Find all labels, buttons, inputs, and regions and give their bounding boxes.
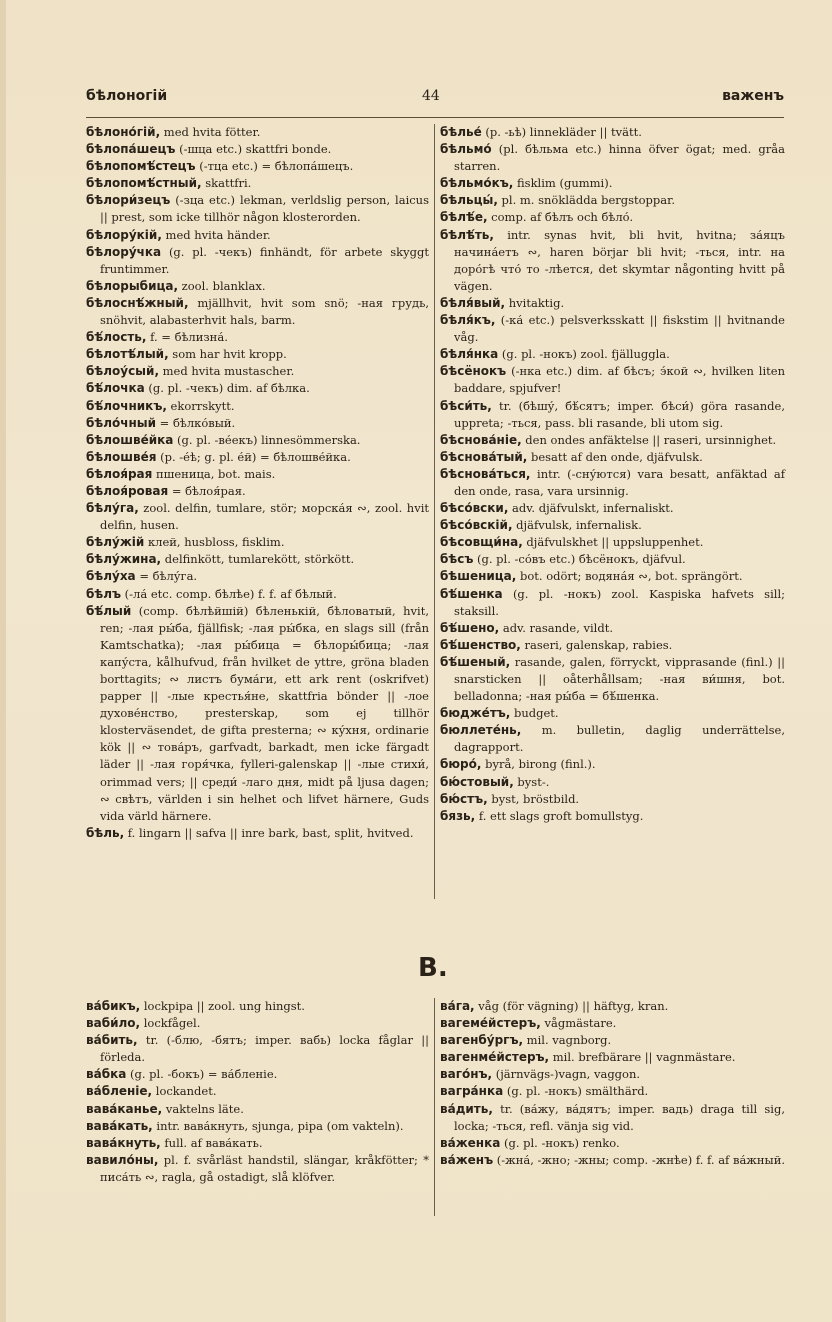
entry-definition: lockandet.: [152, 1084, 217, 1099]
dictionary-entry: [440, 568, 785, 585]
column-divider: [434, 124, 435, 899]
entry-definition: pl. m. snöklädda bergstoppar.: [497, 193, 676, 208]
page-edge: [0, 0, 6, 1322]
entry-definition: (g. pl. -чекъ) finhändt, för arbete skyggt fruntimmer.: [100, 244, 429, 276]
header-rule: [86, 117, 784, 118]
entry-headword: бязь,: [440, 808, 476, 823]
dictionary-entry: [86, 1066, 429, 1083]
dictionary-entry: [440, 808, 785, 825]
entry-definition: tr. (-блю, -бятъ; imper. вабь) locka fåglar || förleda.: [100, 1033, 429, 1065]
entry-headword: бѣля́вый,: [440, 295, 506, 310]
entry-definition: bot. odört; водяна́я ∾, bot. sprängört.: [516, 569, 743, 584]
dictionary-entry: [440, 722, 785, 756]
entry-definition: intr. вава́кнуть, sjunga, pipa (om vakteln).: [152, 1118, 404, 1133]
entry-definition: mil. brefbärare || vagnmästare.: [549, 1050, 736, 1065]
dictionary-entry: [440, 192, 785, 209]
dictionary-entry: [440, 346, 785, 363]
entry-headword: бѣ́лочка: [86, 381, 145, 396]
entry-definition: (g. pl. -нокъ) renko.: [500, 1135, 620, 1150]
entry-definition: rasande, galen, förryckt, vipprasande (finl.) || snarsticken || oåterhållsam; -ная ви́шня, bot. belladonna; -ная ры́ба = бѣ́шенка.: [454, 654, 785, 704]
dictionary-entry: [86, 278, 429, 295]
entry-definition: adv. djäfvulskt, infernaliskt.: [508, 501, 674, 516]
dictionary-entry: [86, 141, 429, 158]
entry-headword: ва́бикъ,: [86, 999, 141, 1013]
dictionary-entry: [440, 449, 785, 466]
entry-headword: вагеме́йстеръ,: [440, 1016, 541, 1031]
entry-headword: бюллете́нь,: [440, 723, 522, 738]
entry-definition: med hvita händer.: [161, 227, 271, 242]
entry-definition: = бѣлоя́рая.: [168, 483, 246, 498]
entry-headword: ва́бка: [86, 1067, 127, 1082]
dictionary-entry: [440, 1101, 785, 1135]
entry-headword: бѣлѣ́ть,: [440, 227, 494, 242]
column-right-bottom: [440, 998, 785, 1169]
entry-headword: бѣлотѣ́лый,: [86, 347, 169, 362]
dictionary-entry: [440, 774, 785, 791]
dictionary-entry: [440, 1083, 785, 1100]
entry-headword: бѣснова́ться,: [440, 466, 531, 481]
entry-definition: (-нка etc.) dim. af бѣсъ; э́кой ∾, hvilken liten baddare, spjufver!: [454, 364, 785, 396]
entry-headword: бѣлъ: [86, 586, 122, 601]
entry-headword: бѣлошве́йка: [86, 432, 174, 447]
entry-headword: вава́кнуть,: [86, 1135, 161, 1150]
entry-definition: (-шца etc.) skattfri bonde.: [175, 142, 332, 157]
entry-definition: djäfvulsk, infernalisk.: [512, 518, 642, 533]
entry-definition: (-тца etc.) = бѣлопа́шецъ.: [195, 159, 354, 174]
entry-definition: m. bulletin, daglig underrättelse, dagrapport.: [454, 723, 785, 755]
entry-definition: byrå, birong (finl.).: [481, 757, 596, 772]
dictionary-entry: [86, 432, 429, 449]
entry-headword: бѣлѣ́е,: [440, 210, 488, 225]
entry-headword: вагенме́йстеръ,: [440, 1050, 550, 1065]
entry-headword: бѣлу́жій: [86, 535, 145, 550]
dictionary-entry: [440, 756, 785, 773]
entry-headword: бѣ́шенка: [440, 586, 503, 601]
column-left-top: [86, 124, 429, 842]
dictionary-entry: [86, 449, 429, 466]
dictionary-entry: [440, 124, 785, 141]
entry-headword: бюро́,: [440, 757, 482, 772]
entry-headword: бю́стъ,: [440, 791, 488, 806]
entry-definition: adv. rasande, vildt.: [499, 620, 613, 635]
dictionary-entry: [86, 466, 429, 483]
entry-headword: ва́га,: [440, 999, 475, 1013]
entry-definition: (g. pl. -нокъ) smälthärd.: [503, 1084, 649, 1099]
header-left-guideword: бѣлоногій: [86, 88, 168, 104]
entry-definition: клей, husbloss, fisklim.: [144, 535, 285, 550]
entry-headword: бѣ́шеный,: [440, 654, 511, 669]
entry-definition: med hvita fötter.: [160, 125, 261, 139]
entry-headword: бѣльцы́,: [440, 193, 498, 208]
column-left-bottom: [86, 998, 429, 1186]
dictionary-entry: [86, 1015, 429, 1032]
dictionary-entry: [440, 363, 785, 397]
dictionary-entry: [440, 175, 785, 192]
dictionary-entry: [86, 363, 429, 380]
entry-definition: djäfvulskhet || uppsluppenhet.: [522, 535, 704, 550]
entry-headword: бѣсёнокъ: [440, 364, 507, 379]
entry-definition: (g. pl. -ве́екъ) linnesömmerska.: [173, 432, 361, 447]
entry-headword: ва́дить,: [440, 1101, 493, 1116]
entry-definition: mjällhvit, hvit som snö; -ная грудь, snöhvit, alabasterhvit hals, barm.: [100, 295, 429, 328]
dictionary-entry: [440, 1049, 785, 1066]
entry-definition: f. ett slags groft bomullstyg.: [475, 808, 644, 823]
entry-headword: бюдже́тъ,: [440, 706, 511, 721]
dictionary-entry: [86, 586, 429, 603]
entry-headword: вагенбу́ргъ,: [440, 1033, 524, 1048]
entry-definition: (-ка́ etc.) pelsverksskatt || fiskstim || hvitnande våg.: [454, 313, 785, 345]
dictionary-entry: [440, 1152, 785, 1169]
entry-definition: (pl. бѣльма etc.) hinna öfver ögat; med. gråa starren.: [454, 142, 785, 174]
dictionary-entry: [86, 192, 429, 226]
dictionary-entry: [440, 295, 785, 312]
entry-headword: бѣснова́тый,: [440, 449, 528, 464]
entry-definition: raseri, galenskap, rabies.: [520, 637, 673, 652]
dictionary-entry: [86, 1118, 429, 1135]
dictionary-entry: [86, 998, 429, 1015]
entry-headword: бѣлошве́я: [86, 449, 157, 464]
dictionary-entry: [440, 398, 785, 432]
dictionary-entry: [440, 141, 785, 175]
entry-definition: (-жна́, -жно; -жны; comp. -жнѣе) f. f. af ва́жный.: [493, 1152, 786, 1167]
entry-headword: бѣль,: [86, 825, 125, 840]
dictionary-entry: [86, 1083, 429, 1100]
dictionary-entry: [86, 534, 429, 551]
entry-headword: бю́стовый,: [440, 774, 514, 789]
entry-headword: бѣлоя́ровая: [86, 483, 169, 498]
dictionary-entry: [440, 586, 785, 620]
dictionary-entry: [86, 346, 429, 363]
header-right-guideword: важенъ: [722, 88, 784, 104]
dictionary-entry: [440, 1135, 785, 1152]
dictionary-entry: [440, 791, 785, 808]
entry-headword: бѣсо́вски,: [440, 501, 509, 516]
entry-definition: = бѣлу́га.: [135, 569, 198, 584]
dictionary-entry: [440, 620, 785, 637]
entry-definition: (g. pl. -нокъ) zool. fjälluggla.: [498, 347, 670, 362]
entry-definition: våg (för vägning) || häftyg, kran.: [474, 999, 669, 1013]
entry-definition: besatt af den onde, djäfvulsk.: [527, 449, 703, 464]
dictionary-entry: [440, 534, 785, 551]
entry-headword: бѣ́шено,: [440, 620, 500, 635]
dictionary-entry: [86, 551, 429, 568]
entry-headword: бѣшеница,: [440, 569, 517, 584]
entry-headword: бѣ́шенство,: [440, 637, 521, 652]
entry-definition: ekorrskytt.: [166, 398, 235, 413]
entry-headword: бѣлоя́рая: [86, 466, 153, 481]
entry-headword: бѣлоснѣ́жный,: [86, 295, 189, 310]
entry-headword: бѣсовщи́на,: [440, 535, 523, 550]
entry-definition: (-зца etc.) lekman, verldslig person, laicus || prest, som icke tillhör någon klosterorden.: [100, 193, 429, 225]
entry-headword: бѣлу́жина,: [86, 552, 162, 567]
entry-definition: delfinkött, tumlarekött, störkött.: [161, 552, 355, 567]
entry-definition: (g. pl. -бокъ) = ва́бленіе.: [126, 1067, 278, 1082]
entry-headword: ва́бить,: [86, 1033, 138, 1048]
entry-headword: бѣлоно́гій,: [86, 125, 161, 139]
entry-headword: бѣ́лочникъ,: [86, 398, 167, 413]
entry-definition: byst-.: [513, 774, 550, 789]
dictionary-entry: [440, 466, 785, 500]
dictionary-entry: [86, 329, 429, 346]
page-number: 44: [422, 88, 440, 104]
entry-definition: med hvita mustascher.: [159, 364, 295, 379]
dictionary-entry: [86, 1032, 429, 1066]
entry-definition: byst, bröstbild.: [487, 791, 580, 806]
entry-headword: вавило́ны,: [86, 1152, 159, 1167]
dictionary-entry: [86, 295, 429, 329]
entry-headword: бѣсо́вскій,: [440, 518, 513, 533]
entry-definition: (g. pl. -со́въ etc.) бѣсёнокъ, djäfvul.: [473, 552, 686, 567]
entry-headword: бѣлорыбица,: [86, 278, 179, 293]
entry-definition: = бѣлко́вый.: [156, 415, 236, 430]
entry-definition: (comp. бѣлѣйшій) бѣленькій, бѣловатый, hvit, ren; -лая ры́ба, fjällfisk; -лая ры́бка, en slags sill (från Kamtschatka); -лая ры́бица = бѣлоры́бица; -лая капу́ста, kålhufvud, från hvilket de yttre, gröna bladen borttagits; ∾ листъ бума́ги, ett ark rent (oskrifvet) papper || -лые крестья́не, skattfria bönder || -лое духове́нство, presterskap, som ej tillhör klosterväsendet, de gifta presterna; ∾ ку́хня, ordinarie kök || ∾ това́ръ, garfvadt, barkadt, men icke färgadt läder || -лая горя́чка, fylleri-galenskap || -лые стихи́, orimmad vers; || среди́ -лаго дня, midt på ljusa dagen; ∾ свѣтъ, världen i sin helhet och lifvet härnere, Guds vida värld härnere.: [100, 603, 429, 823]
entry-headword: бѣля́нка: [440, 347, 499, 362]
entry-definition: (-ла́ etc. comp. бѣлѣе) f. f. af бѣлый.: [121, 586, 337, 601]
entry-headword: бѣ́лость,: [86, 330, 147, 345]
entry-headword: бѣлору́кій,: [86, 227, 162, 242]
dictionary-entry: [86, 500, 429, 534]
dictionary-entry: [440, 312, 785, 346]
entry-definition: пшеница, bot. mais.: [152, 466, 276, 481]
entry-definition: (g. pl. -нокъ) zool. Kaspiska hafvets sill; staksill.: [454, 586, 785, 618]
dictionary-entry: [86, 380, 429, 397]
entry-definition: skattfri.: [201, 176, 252, 191]
entry-headword: бѣлоу́сый,: [86, 364, 159, 379]
entry-headword: бѣлопомѣ́стный,: [86, 176, 202, 191]
entry-definition: lockpipa || zool. ung hingst.: [140, 999, 305, 1013]
dictionary-entry: [86, 1135, 429, 1152]
entry-headword: вава́кать,: [86, 1118, 153, 1133]
entry-headword: бѣлье́: [440, 125, 482, 139]
dictionary-entry: [440, 551, 785, 568]
entry-headword: бѣлу́га,: [86, 501, 139, 516]
entry-headword: бѣси́ть,: [440, 398, 492, 413]
dictionary-entry: [86, 175, 429, 192]
entry-definition: intr. (-сну́ются) vara besatt, anfäktad af den onde, rasa, vara ursinnig.: [454, 466, 785, 498]
entry-definition: pl. f. svårläst handstil, slängar, kråkfötter; * писа́ть ∾, ragla, gå ostadigt, slå klöfver.: [100, 1152, 429, 1184]
dictionary-entry: [440, 654, 785, 705]
dictionary-entry: [86, 1101, 429, 1118]
dictionary-entry: [86, 124, 429, 141]
entry-definition: zool. delfin, tumlare, stör; морска́я ∾, zool. hvit delfin, husen.: [100, 501, 429, 533]
dictionary-entry: [440, 998, 785, 1015]
dictionary-entry: [86, 483, 429, 500]
dictionary-entry: [86, 568, 429, 585]
entry-definition: f. lingarn || safva || inre bark, bast, split, hvitved.: [124, 825, 414, 840]
entry-headword: бѣсъ: [440, 552, 474, 567]
entry-definition: vaktelns läte.: [162, 1101, 244, 1116]
entry-definition: comp. af бѣлъ och бѣло́.: [487, 210, 634, 225]
entry-headword: вава́канье,: [86, 1101, 163, 1116]
entry-headword: бѣлори́зецъ: [86, 193, 171, 208]
entry-headword: ваго́нъ,: [440, 1067, 493, 1082]
dictionary-entry: [440, 1032, 785, 1049]
dictionary-entry: [440, 705, 785, 722]
dictionary-entry: [440, 500, 785, 517]
dictionary-entry: [86, 603, 429, 825]
entry-definition: intr. synas hvit, bli hvit, hvitna; за́яцъ начина́етъ ∾, haren börjar bli hvit; -ться, intr. на доро́гѣ что́ то -лѣется, det skymtar någonting hvitt på vägen.: [454, 227, 785, 293]
entry-headword: бѣснова́ніе,: [440, 432, 522, 447]
entry-definition: full. af вава́кать.: [160, 1135, 263, 1150]
dictionary-entry: [86, 398, 429, 415]
entry-definition: mil. vagnborg.: [523, 1033, 612, 1048]
dictionary-entry: [86, 825, 429, 842]
entry-definition: tr. (ва́жу, ва́дятъ; imper. вадь) draga till sig, locka; -ться, refl. vänja sig vid.: [454, 1101, 785, 1133]
entry-definition: zool. blanklax.: [178, 278, 266, 293]
column-divider: [434, 998, 435, 1216]
entry-headword: бѣлору́чка: [86, 244, 162, 259]
dictionary-entry: [440, 517, 785, 534]
entry-headword: бѣля́къ,: [440, 313, 496, 328]
entry-definition: (g. pl. -чекъ) dim. af бѣлка.: [144, 381, 310, 396]
entry-definition: som har hvit kropp.: [168, 347, 287, 362]
entry-headword: вагра́нка: [440, 1084, 504, 1099]
dictionary-entry: [440, 1015, 785, 1032]
dictionary-entry: [440, 1066, 785, 1083]
entry-definition: f. = бѣлизна́.: [146, 330, 228, 345]
entry-headword: бѣльмо́: [440, 142, 492, 157]
entry-definition: budget.: [510, 706, 559, 721]
dictionary-entry: [440, 227, 785, 295]
entry-headword: бѣлопомѣ́стецъ: [86, 159, 196, 174]
entry-definition: tr. (бѣшу́, бѣ́сятъ; imper. бѣси́) göra rasande, uppreta; -ться, pass. bli rasande, bli utom sig.: [454, 398, 785, 430]
dictionary-entry: [86, 415, 429, 432]
dictionary-entry: [86, 244, 429, 278]
entry-headword: бѣло́чный: [86, 415, 157, 430]
entry-definition: fisklim (gummi).: [513, 176, 613, 191]
entry-definition: den ondes anfäktelse || raseri, ursinnighet.: [521, 432, 777, 447]
entry-definition: vågmästare.: [540, 1016, 617, 1031]
entry-headword: бѣ́лый: [86, 603, 132, 618]
entry-headword: бѣлу́ха: [86, 569, 136, 584]
dictionary-entry: [86, 158, 429, 175]
entry-headword: ваби́ло,: [86, 1016, 141, 1031]
entry-headword: ва́бленіе,: [86, 1084, 153, 1099]
dictionary-entry: [440, 209, 785, 226]
column-right-top: [440, 124, 785, 825]
dictionary-entry: [440, 637, 785, 654]
entry-definition: (järnvägs-)vagn, vaggon.: [492, 1067, 641, 1082]
entry-definition: lockfågel.: [140, 1016, 201, 1031]
section-letter: В.: [418, 953, 448, 983]
dictionary-entry: [86, 227, 429, 244]
dictionary-entry: [440, 432, 785, 449]
entry-definition: hvitaktig.: [505, 295, 565, 310]
entry-definition: (p. -ьѣ) linnekläder || tvätt.: [481, 125, 642, 139]
entry-headword: ва́женъ: [440, 1152, 494, 1167]
entry-definition: (p. -е́ѣ; g. pl. е́й) = бѣлошве́йка.: [156, 449, 351, 464]
page-header: [86, 88, 784, 110]
entry-headword: ва́женка: [440, 1135, 501, 1150]
entry-headword: бѣлопа́шецъ: [86, 142, 176, 157]
dictionary-entry: [86, 1152, 429, 1186]
entry-headword: бѣльмо́къ,: [440, 176, 514, 191]
